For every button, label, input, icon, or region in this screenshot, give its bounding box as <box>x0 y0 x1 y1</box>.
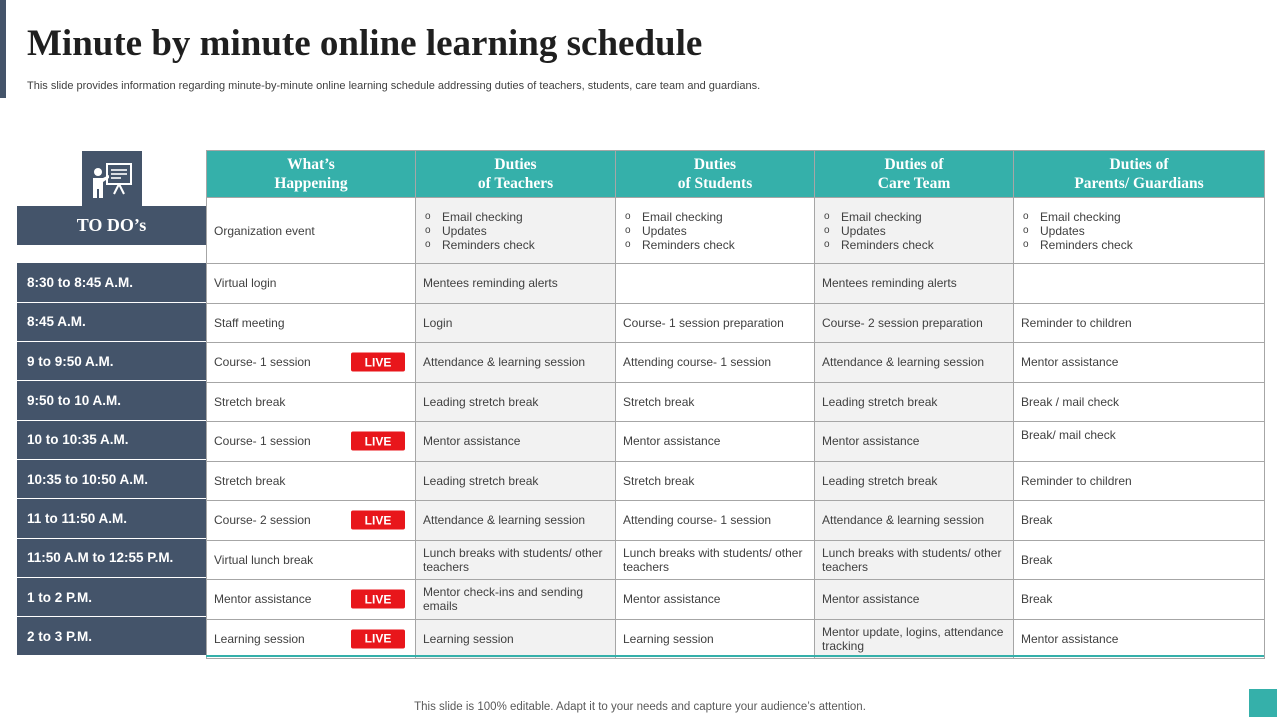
live-badge: LIVE <box>351 353 405 372</box>
duty-cell-parents: Mentor assistance <box>1014 619 1265 659</box>
duty-cell-parents: Break / mail check <box>1014 382 1265 422</box>
schedule-table <box>206 150 1265 659</box>
happening-cell <box>207 303 416 343</box>
happening-cell <box>207 540 416 580</box>
page-title: Minute by minute online learning schedule <box>27 23 703 64</box>
schedule-row <box>207 422 1265 462</box>
header-duties-parents: Duties of Parents/ Guardians <box>1014 151 1265 198</box>
bullet-item: o Reminders check <box>1021 238 1257 252</box>
happening-text: Staff meeting <box>214 315 285 330</box>
bullet-item: o Updates <box>623 224 807 238</box>
live-badge: LIVE <box>351 590 405 609</box>
duty-cell-care: Mentees reminding alerts <box>815 264 1014 304</box>
duty-cell-parents: Mentor assistance <box>1014 343 1265 383</box>
time-slot: 11:50 A.M to 12:55 P.M. <box>17 538 206 577</box>
happening-text: Course- 1 session <box>214 355 311 370</box>
happening-cell <box>207 382 416 422</box>
bullets-teachers <box>416 198 616 264</box>
happening-text: Course- 2 session <box>214 513 311 528</box>
duty-cell-teachers: Attendance & learning session <box>416 501 616 541</box>
happening-text: Learning session <box>214 631 305 646</box>
duty-cell-care: Attendance & learning session <box>815 501 1014 541</box>
time-slot: 9 to 9:50 A.M. <box>17 342 206 381</box>
schedule-row <box>207 303 1265 343</box>
duty-cell-students: Attending course- 1 session <box>616 343 815 383</box>
happening-cell <box>207 422 416 462</box>
duty-cell-parents: Break/ mail check <box>1014 422 1265 462</box>
duty-cell-parents <box>1014 264 1265 304</box>
bullet-item: o Reminders check <box>822 238 1006 252</box>
happening-text: Virtual login <box>214 276 277 291</box>
bullet-item: o Updates <box>822 224 1006 238</box>
duty-cell-care: Leading stretch break <box>815 461 1014 501</box>
happening-text: Course- 1 session <box>214 434 311 449</box>
duty-cell-parents: Reminder to children <box>1014 461 1265 501</box>
duty-cell-teachers: Login <box>416 303 616 343</box>
happening-cell <box>207 501 416 541</box>
happening-cell <box>207 580 416 620</box>
duty-cell-teachers: Lunch breaks with students/ other teachers <box>416 540 616 580</box>
organization-row <box>207 198 1265 264</box>
duty-cell-care: Mentor assistance <box>815 422 1014 462</box>
schedule-row <box>207 343 1265 383</box>
schedule-row <box>207 264 1265 304</box>
schedule-row <box>207 619 1265 659</box>
bullet-item: o Email checking <box>423 210 608 224</box>
duty-cell-teachers: Leading stretch break <box>416 461 616 501</box>
footer-note: This slide is 100% editable. Adapt it to your needs and capture your audience’s attention. <box>414 701 866 713</box>
header-duties-teachers: Duties of Teachers <box>416 151 616 198</box>
time-slot: 2 to 3 P.M. <box>17 617 206 656</box>
schedule-row <box>207 461 1265 501</box>
schedule-row <box>207 580 1265 620</box>
time-column <box>17 263 206 656</box>
corner-square <box>1249 689 1277 717</box>
live-badge: LIVE <box>351 432 405 451</box>
bullet-item: o Reminders check <box>623 238 807 252</box>
bullets-care-team <box>815 198 1014 264</box>
bullet-item: o Updates <box>1021 224 1257 238</box>
duty-cell-students: Mentor assistance <box>616 422 815 462</box>
duty-cell-students: Lunch breaks with students/ other teachers <box>616 540 815 580</box>
live-badge: LIVE <box>351 511 405 530</box>
bullet-item: o Updates <box>423 224 608 238</box>
happening-cell <box>207 264 416 304</box>
duty-cell-students: Course- 1 session preparation <box>616 303 815 343</box>
duty-cell-care: Mentor assistance <box>815 580 1014 620</box>
todo-label: TO DO’s <box>17 206 206 245</box>
happening-text: Virtual lunch break <box>214 552 314 567</box>
live-badge: LIVE <box>351 629 405 648</box>
time-slot: 8:30 to 8:45 A.M. <box>17 263 206 302</box>
duty-cell-teachers: Mentor check-ins and sending emails <box>416 580 616 620</box>
teacher-presentation-icon <box>82 151 142 209</box>
duty-cell-care: Course- 2 session preparation <box>815 303 1014 343</box>
time-slot: 10 to 10:35 A.M. <box>17 420 206 459</box>
happening-cell <box>207 461 416 501</box>
bullets-parents <box>1014 198 1265 264</box>
happening-cell <box>207 343 416 383</box>
bullet-item: o Email checking <box>822 210 1006 224</box>
happening-text: Stretch break <box>214 394 286 409</box>
organization-event-cell: Organization event <box>207 198 416 264</box>
page-subtitle: This slide provides information regarding minute-by-minute online learning schedule addressing duties of teachers, students, care team and guardians. <box>27 80 761 92</box>
duty-cell-teachers: Leading stretch break <box>416 382 616 422</box>
duty-cell-care: Mentor update, logins, attendance tracking <box>815 619 1014 659</box>
duty-cell-care: Attendance & learning session <box>815 343 1014 383</box>
duty-cell-care: Leading stretch break <box>815 382 1014 422</box>
time-slot: 10:35 to 10:50 A.M. <box>17 459 206 498</box>
time-slot: 11 to 11:50 A.M. <box>17 499 206 538</box>
duty-cell-teachers: Attendance & learning session <box>416 343 616 383</box>
header-duties-care-team: Duties of Care Team <box>815 151 1014 198</box>
header-row <box>207 151 1265 198</box>
duty-cell-teachers: Mentees reminding alerts <box>416 264 616 304</box>
happening-text: Stretch break <box>214 473 286 488</box>
bullet-item: o Email checking <box>623 210 807 224</box>
title-accent-bar <box>0 0 6 98</box>
schedule-row <box>207 540 1265 580</box>
duty-cell-parents: Break <box>1014 580 1265 620</box>
header-whats-happening: What’s Happening <box>207 151 416 198</box>
duty-cell-students <box>616 264 815 304</box>
duty-cell-teachers: Mentor assistance <box>416 422 616 462</box>
time-slot: 9:50 to 10 A.M. <box>17 381 206 420</box>
schedule-row <box>207 501 1265 541</box>
duty-cell-teachers: Learning session <box>416 619 616 659</box>
duty-cell-parents: Break <box>1014 540 1265 580</box>
bullets-students <box>616 198 815 264</box>
time-slot: 1 to 2 P.M. <box>17 577 206 616</box>
header-duties-students: Duties of Students <box>616 151 815 198</box>
duty-cell-students: Stretch break <box>616 461 815 501</box>
duty-cell-parents: Break <box>1014 501 1265 541</box>
duty-cell-care: Lunch breaks with students/ other teachers <box>815 540 1014 580</box>
happening-cell <box>207 619 416 659</box>
happening-text: Mentor assistance <box>214 592 312 607</box>
duty-cell-students: Learning session <box>616 619 815 659</box>
duty-cell-students: Stretch break <box>616 382 815 422</box>
table-bottom-rule <box>206 655 1264 657</box>
time-slot: 8:45 A.M. <box>17 302 206 341</box>
bullet-item: o Email checking <box>1021 210 1257 224</box>
duty-cell-students: Attending course- 1 session <box>616 501 815 541</box>
bullet-item: o Reminders check <box>423 238 608 252</box>
duty-cell-parents: Reminder to children <box>1014 303 1265 343</box>
duty-cell-students: Mentor assistance <box>616 580 815 620</box>
schedule-row <box>207 382 1265 422</box>
